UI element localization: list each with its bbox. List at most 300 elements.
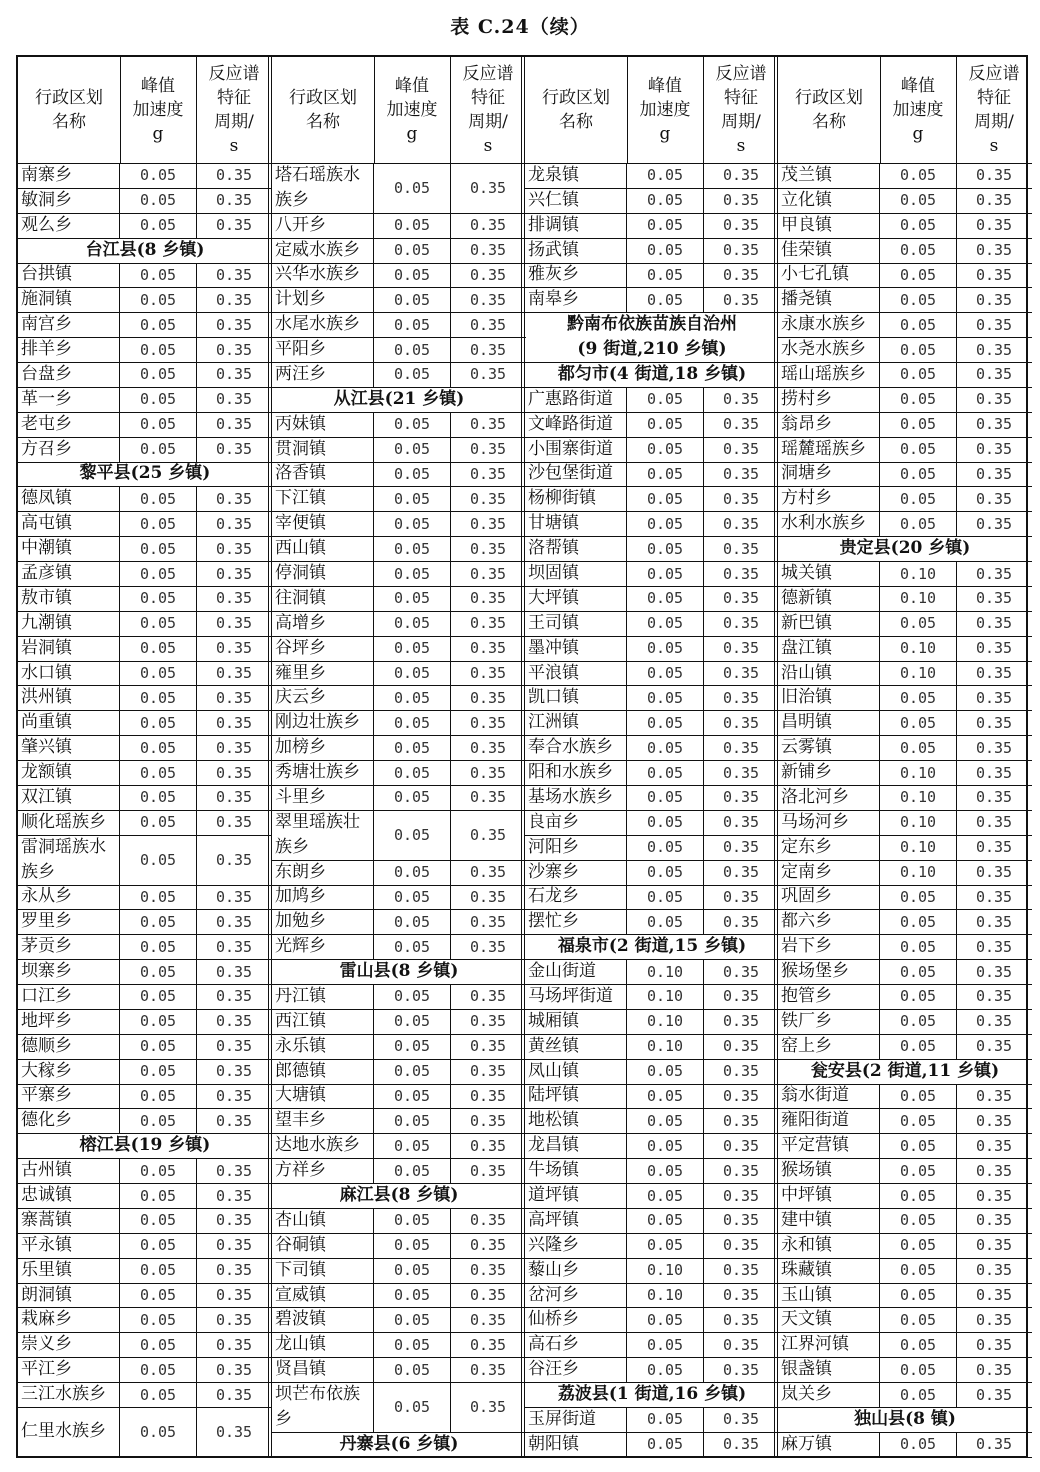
cell-name: 罗里乡 <box>18 909 120 934</box>
table-row <box>18 785 272 811</box>
cell-name: 捞村乡 <box>778 387 880 412</box>
cell-name: 仁里水族乡 <box>18 1407 120 1457</box>
table-row <box>525 1332 779 1358</box>
cell-period: 0.35 <box>975 514 1013 533</box>
table-row <box>525 1084 779 1110</box>
table-row <box>18 1108 272 1134</box>
cell-period: 0.35 <box>975 1261 1013 1280</box>
cell-peak-acceleration: 0.05 <box>374 1108 451 1133</box>
cell-name: 盘江镇 <box>778 636 880 661</box>
cell-name: 平定营镇 <box>778 1133 880 1158</box>
cell-period: 0.35 <box>215 987 253 1006</box>
cell-peak-acceleration: 0.05 <box>627 287 704 312</box>
cell-period: 0.35 <box>975 1435 1013 1454</box>
cell-period: 0.35 <box>975 489 1013 508</box>
column-header <box>18 57 272 164</box>
cell-peak-acceleration: 0.05 <box>627 1407 704 1432</box>
cell-period: 0.35 <box>469 365 507 384</box>
cell-peak-acceleration: 0.05 <box>120 885 197 910</box>
table-row <box>778 785 1032 811</box>
table-row <box>778 1009 1032 1035</box>
table-row <box>525 959 779 985</box>
cell-period: 0.35 <box>722 863 760 882</box>
header-characteristic-period: 反应谱 特征 周期/ s <box>968 64 1020 156</box>
table-row <box>525 885 779 911</box>
cell-name: 凯口镇 <box>525 685 627 710</box>
cell-period: 0.35 <box>722 1360 760 1379</box>
cell-name: 地松镇 <box>525 1108 627 1133</box>
cell-name: 古州镇 <box>18 1158 120 1183</box>
section-heading: 贵定县(20 乡镇) <box>778 536 1032 562</box>
table-row <box>525 287 779 313</box>
cell-period: 0.35 <box>215 1186 253 1205</box>
cell-period: 0.35 <box>469 738 507 757</box>
cell-period: 0.35 <box>975 1186 1013 1205</box>
cell-peak-acceleration: 0.05 <box>120 636 197 661</box>
cell-period: 0.35 <box>722 1435 760 1454</box>
cell-peak-acceleration: 0.05 <box>120 1084 197 1109</box>
table-row <box>778 835 1032 861</box>
cell-peak-acceleration: 0.05 <box>880 1332 957 1357</box>
cell-period: 0.35 <box>975 589 1013 608</box>
cell-period: 0.35 <box>975 763 1013 782</box>
table-row <box>18 611 272 637</box>
cell-period: 0.35 <box>215 315 253 334</box>
table-row <box>778 486 1032 512</box>
cell-peak-acceleration: 0.05 <box>374 984 451 1009</box>
cell-name: 摆忙乡 <box>525 909 627 934</box>
cell-peak-acceleration: 0.05 <box>880 188 957 213</box>
cell-name: 尚重镇 <box>18 710 120 735</box>
table-row <box>778 1183 1032 1209</box>
table-row <box>272 586 526 612</box>
table-row <box>272 263 526 289</box>
table-row <box>778 586 1032 612</box>
table-row <box>18 312 272 338</box>
table-row <box>272 611 526 637</box>
cell-name: 陆坪镇 <box>525 1084 627 1109</box>
cell-name: 猴场镇 <box>778 1158 880 1183</box>
cell-name: 东朗乡 <box>272 860 374 885</box>
cell-period: 0.35 <box>975 664 1013 683</box>
cell-name: 南宫乡 <box>18 312 120 337</box>
table-row <box>18 1332 272 1358</box>
cell-period: 0.35 <box>975 937 1013 956</box>
cell-peak-acceleration: 0.05 <box>120 1059 197 1084</box>
cell-period: 0.35 <box>975 1012 1013 1031</box>
cell-period: 0.35 <box>469 178 507 197</box>
cell-peak-acceleration: 0.05 <box>374 735 451 760</box>
cell-name: 沙寨乡 <box>525 860 627 885</box>
section-heading: 榕江县(19 乡镇) <box>18 1133 272 1159</box>
table-row <box>525 213 779 239</box>
cell-peak-acceleration: 0.05 <box>120 1307 197 1332</box>
table-row <box>525 1009 779 1035</box>
cell-period: 0.35 <box>215 539 253 558</box>
cell-name: 加鸠乡 <box>272 885 374 910</box>
cell-period: 0.35 <box>469 290 507 309</box>
table-row <box>525 1233 779 1259</box>
cell-peak-acceleration: 0.05 <box>880 1208 957 1233</box>
cell-peak-acceleration: 0.05 <box>120 1332 197 1357</box>
cell-period: 0.35 <box>975 1360 1013 1379</box>
cell-peak-acceleration: 0.05 <box>120 437 197 462</box>
table-row <box>18 1283 272 1309</box>
cell-peak-acceleration: 0.05 <box>627 1108 704 1133</box>
cell-period: 0.35 <box>722 564 760 583</box>
cell-period: 0.35 <box>722 987 760 1006</box>
cell-period: 0.35 <box>722 1211 760 1230</box>
cell-peak-acceleration: 0.05 <box>120 561 197 586</box>
table-row <box>272 1133 526 1159</box>
cell-name: 高增乡 <box>272 611 374 636</box>
cell-peak-acceleration: 0.05 <box>120 1108 197 1133</box>
cell-name: 口江乡 <box>18 984 120 1009</box>
cell-period: 0.35 <box>975 688 1013 707</box>
table-row <box>525 263 779 289</box>
cell-period: 0.35 <box>722 166 760 185</box>
table-row <box>272 511 526 537</box>
cell-name: 孟彦镇 <box>18 561 120 586</box>
cell-period: 0.35 <box>722 887 760 906</box>
cell-peak-acceleration: 0.05 <box>627 163 704 188</box>
cell-period: 0.35 <box>215 912 253 931</box>
cell-peak-acceleration: 0.05 <box>627 885 704 910</box>
table-row <box>272 536 526 562</box>
cell-name: 藜山乡 <box>525 1258 627 1283</box>
cell-peak-acceleration: 0.10 <box>880 661 957 686</box>
table-row <box>272 238 526 264</box>
table-row <box>18 536 272 562</box>
cell-peak-acceleration: 0.05 <box>120 1233 197 1258</box>
cell-peak-acceleration: 0.05 <box>627 1307 704 1332</box>
cell-name: 江界河镇 <box>778 1332 880 1357</box>
cell-period: 0.35 <box>722 539 760 558</box>
cell-peak-acceleration: 0.05 <box>374 1307 451 1332</box>
table-row <box>18 661 272 687</box>
cell-period: 0.35 <box>215 415 253 434</box>
cell-peak-acceleration: 0.05 <box>627 1158 704 1183</box>
cell-period: 0.35 <box>215 688 253 707</box>
cell-period: 0.35 <box>469 863 507 882</box>
cell-period: 0.35 <box>975 340 1013 359</box>
cell-name: 宰便镇 <box>272 511 374 536</box>
cell-name: 水口镇 <box>18 661 120 686</box>
cell-period: 0.35 <box>975 1310 1013 1329</box>
cell-peak-acceleration: 0.05 <box>880 984 957 1009</box>
cell-name: 贤昌镇 <box>272 1357 374 1382</box>
cell-name: 三江水族乡 <box>18 1382 120 1407</box>
cell-period: 0.35 <box>469 340 507 359</box>
cell-name: 忠诚镇 <box>18 1183 120 1208</box>
section-heading: 台江县(8 乡镇) <box>18 238 272 264</box>
table-row <box>525 1432 779 1458</box>
cell-period: 0.35 <box>975 415 1013 434</box>
table-row <box>778 909 1032 935</box>
cell-name: 平永镇 <box>18 1233 120 1258</box>
cell-peak-acceleration: 0.05 <box>120 312 197 337</box>
cell-period: 0.35 <box>215 589 253 608</box>
cell-period: 0.35 <box>975 813 1013 832</box>
cell-name: 建中镇 <box>778 1208 880 1233</box>
cell-peak-acceleration: 0.05 <box>880 287 957 312</box>
table-row <box>778 934 1032 960</box>
cell-period: 0.35 <box>469 887 507 906</box>
cell-name: 双江镇 <box>18 785 120 810</box>
cell-period: 0.35 <box>215 340 253 359</box>
column-header <box>525 57 779 164</box>
cell-period: 0.35 <box>722 265 760 284</box>
cell-peak-acceleration: 0.05 <box>880 685 957 710</box>
cell-peak-acceleration: 0.05 <box>374 287 451 312</box>
cell-name: 丙妹镇 <box>272 412 374 437</box>
cell-name: 良亩乡 <box>525 810 627 835</box>
table-row <box>778 263 1032 289</box>
table-row <box>525 1407 779 1433</box>
cell-peak-acceleration: 0.05 <box>880 1382 957 1407</box>
table-row <box>778 1382 1032 1408</box>
cell-name: 大坪镇 <box>525 586 627 611</box>
cell-name: 马场河乡 <box>778 810 880 835</box>
cell-period: 0.35 <box>469 1037 507 1056</box>
cell-name: 玉山镇 <box>778 1283 880 1308</box>
cell-period: 0.35 <box>215 1286 253 1305</box>
table-row <box>525 387 779 413</box>
cell-name: 中潮镇 <box>18 536 120 561</box>
cell-peak-acceleration: 0.05 <box>627 1357 704 1382</box>
cell-name: 岚关乡 <box>778 1382 880 1407</box>
cell-period: 0.35 <box>722 962 760 981</box>
cell-peak-acceleration: 0.05 <box>120 287 197 312</box>
cell-peak-acceleration: 0.05 <box>374 462 451 487</box>
table-row <box>778 312 1032 338</box>
cell-period: 0.35 <box>722 290 760 309</box>
table-row <box>18 486 272 512</box>
table-row <box>18 1009 272 1035</box>
cell-period: 0.35 <box>975 241 1013 260</box>
cell-peak-acceleration: 0.05 <box>627 511 704 536</box>
cell-period: 0.35 <box>722 813 760 832</box>
cell-period: 0.35 <box>215 1335 253 1354</box>
table-row <box>778 760 1032 786</box>
cell-period: 0.35 <box>975 290 1013 309</box>
cell-name: 仙桥乡 <box>525 1307 627 1332</box>
header-name: 行政区划 名称 <box>272 57 375 163</box>
cell-name: 八开乡 <box>272 213 374 238</box>
cell-peak-acceleration: 0.05 <box>627 1084 704 1109</box>
cell-peak-acceleration: 0.05 <box>374 885 451 910</box>
table-row <box>525 586 779 612</box>
table-row <box>525 163 779 189</box>
table-row <box>525 1059 779 1085</box>
cell-period: 0.35 <box>215 1310 253 1329</box>
table-row <box>778 735 1032 761</box>
cell-period: 0.35 <box>975 390 1013 409</box>
cell-name: 大塘镇 <box>272 1084 374 1109</box>
cell-peak-acceleration: 0.05 <box>627 760 704 785</box>
cell-period: 0.35 <box>975 987 1013 1006</box>
cell-name: 雍里乡 <box>272 661 374 686</box>
cell-peak-acceleration: 0.05 <box>627 1183 704 1208</box>
cell-period: 0.35 <box>975 1211 1013 1230</box>
table-row <box>778 1034 1032 1060</box>
cell-period: 0.35 <box>722 489 760 508</box>
cell-period: 0.35 <box>975 265 1013 284</box>
table-row <box>525 1208 779 1234</box>
cell-period: 0.35 <box>975 962 1013 981</box>
cell-name: 甲良镇 <box>778 213 880 238</box>
cell-name: 崇义乡 <box>18 1332 120 1357</box>
cell-name: 西江镇 <box>272 1009 374 1034</box>
table-row <box>778 561 1032 587</box>
cell-name: 朗洞镇 <box>18 1283 120 1308</box>
cell-peak-acceleration: 0.05 <box>120 810 197 835</box>
cell-peak-acceleration: 0.05 <box>627 860 704 885</box>
cell-name: 兴仁镇 <box>525 188 627 213</box>
cell-name: 高坪镇 <box>525 1208 627 1233</box>
cell-name: 排调镇 <box>525 213 627 238</box>
cell-name: 城厢镇 <box>525 1009 627 1034</box>
cell-period: 0.35 <box>975 440 1013 459</box>
cell-peak-acceleration: 0.05 <box>120 760 197 785</box>
cell-period: 0.35 <box>722 1186 760 1205</box>
cell-period: 0.35 <box>975 1385 1013 1404</box>
table-row <box>18 1158 272 1184</box>
cell-period: 0.35 <box>722 763 760 782</box>
cell-period: 0.35 <box>722 464 760 483</box>
cell-period: 0.35 <box>722 1037 760 1056</box>
cell-period: 0.35 <box>975 639 1013 658</box>
cell-peak-acceleration: 0.05 <box>880 511 957 536</box>
section-heading: 黎平县(25 乡镇) <box>18 462 272 488</box>
cell-name: 瑶山瑶族乡 <box>778 362 880 387</box>
cell-name: 黄丝镇 <box>525 1034 627 1059</box>
cell-peak-acceleration: 0.05 <box>374 909 451 934</box>
cell-peak-acceleration: 0.05 <box>120 337 197 362</box>
cell-period: 0.35 <box>469 1236 507 1255</box>
cell-period: 0.35 <box>469 1261 507 1280</box>
table-row <box>525 188 779 214</box>
cell-peak-acceleration: 0.05 <box>627 909 704 934</box>
cell-peak-acceleration: 0.05 <box>880 909 957 934</box>
cell-period: 0.35 <box>469 1211 507 1230</box>
cell-period: 0.35 <box>975 1086 1013 1105</box>
cell-peak-acceleration: 0.05 <box>627 188 704 213</box>
cell-period: 0.35 <box>975 464 1013 483</box>
cell-period: 0.35 <box>722 241 760 260</box>
cell-name: 王司镇 <box>525 611 627 636</box>
cell-period: 0.35 <box>469 415 507 434</box>
table-row <box>778 511 1032 537</box>
cell-period: 0.35 <box>722 788 760 807</box>
cell-name: 加榜乡 <box>272 735 374 760</box>
cell-name: 南寨乡 <box>18 163 120 188</box>
cell-period: 0.35 <box>722 415 760 434</box>
table-row <box>18 387 272 413</box>
section-heading: 福泉市(2 街道,15 乡镇) <box>525 934 779 960</box>
cell-peak-acceleration: 0.05 <box>880 1233 957 1258</box>
cell-name: 洛北河乡 <box>778 785 880 810</box>
table-row <box>778 1084 1032 1110</box>
cell-name: 宣威镇 <box>272 1283 374 1308</box>
cell-peak-acceleration: 0.05 <box>374 1382 451 1432</box>
cell-period: 0.35 <box>215 614 253 633</box>
cell-period: 0.35 <box>215 738 253 757</box>
cell-name: 牛场镇 <box>525 1158 627 1183</box>
table-row <box>778 685 1032 711</box>
cell-peak-acceleration: 0.05 <box>374 810 451 860</box>
cell-name: 翁水街道 <box>778 1084 880 1109</box>
cell-peak-acceleration: 0.05 <box>374 163 451 213</box>
cell-peak-acceleration: 0.05 <box>627 586 704 611</box>
cell-peak-acceleration: 0.10 <box>627 1283 704 1308</box>
cell-peak-acceleration: 0.05 <box>627 785 704 810</box>
section-heading: 从江县(21 乡镇) <box>272 387 526 413</box>
cell-name: 施洞镇 <box>18 287 120 312</box>
cell-name: 扬武镇 <box>525 238 627 263</box>
cell-name: 敖市镇 <box>18 586 120 611</box>
cell-peak-acceleration: 0.05 <box>880 1034 957 1059</box>
cell-period: 0.35 <box>975 788 1013 807</box>
header-peak-acceleration: 峰值 加速度 g <box>880 57 957 163</box>
cell-peak-acceleration: 0.05 <box>120 1283 197 1308</box>
cell-name: 永和镇 <box>778 1233 880 1258</box>
cell-name: 云雾镇 <box>778 735 880 760</box>
cell-name: 往洞镇 <box>272 586 374 611</box>
cell-peak-acceleration: 0.05 <box>120 412 197 437</box>
cell-name: 新巴镇 <box>778 611 880 636</box>
cell-name: 大稼乡 <box>18 1059 120 1084</box>
cell-peak-acceleration: 0.05 <box>627 661 704 686</box>
cell-period: 0.35 <box>215 514 253 533</box>
cell-peak-acceleration: 0.05 <box>880 1183 957 1208</box>
cell-name: 巩固乡 <box>778 885 880 910</box>
cell-name: 杏山镇 <box>272 1208 374 1233</box>
cell-period: 0.35 <box>722 1310 760 1329</box>
cell-period: 0.35 <box>975 166 1013 185</box>
cell-peak-acceleration: 0.05 <box>374 685 451 710</box>
cell-period: 0.35 <box>215 813 253 832</box>
cell-name: 两汪乡 <box>272 362 374 387</box>
cell-name: 乐里镇 <box>18 1258 120 1283</box>
cell-peak-acceleration: 0.05 <box>880 1283 957 1308</box>
cell-peak-acceleration: 0.10 <box>627 1009 704 1034</box>
cell-name: 佳荣镇 <box>778 238 880 263</box>
cell-period: 0.35 <box>722 514 760 533</box>
cell-period: 0.35 <box>469 464 507 483</box>
table-row <box>525 486 779 512</box>
cell-peak-acceleration: 0.05 <box>120 909 197 934</box>
section-heading: 独山县(8 镇) <box>778 1407 1032 1433</box>
cell-period: 0.35 <box>469 1012 507 1031</box>
cell-peak-acceleration: 0.05 <box>374 611 451 636</box>
cell-name: 窑上乡 <box>778 1034 880 1059</box>
cell-period: 0.35 <box>975 887 1013 906</box>
cell-peak-acceleration: 0.05 <box>627 561 704 586</box>
cell-name: 旧治镇 <box>778 685 880 710</box>
table-row <box>778 1258 1032 1284</box>
cell-name: 朝阳镇 <box>525 1432 627 1457</box>
table-row <box>525 984 779 1010</box>
cell-name: 昌明镇 <box>778 710 880 735</box>
column-header <box>778 57 1032 164</box>
cell-period: 0.35 <box>469 241 507 260</box>
table-row <box>272 860 526 886</box>
cell-name: 谷硐镇 <box>272 1233 374 1258</box>
cell-period: 0.35 <box>469 589 507 608</box>
table-row <box>18 586 272 612</box>
cell-peak-acceleration: 0.05 <box>374 636 451 661</box>
